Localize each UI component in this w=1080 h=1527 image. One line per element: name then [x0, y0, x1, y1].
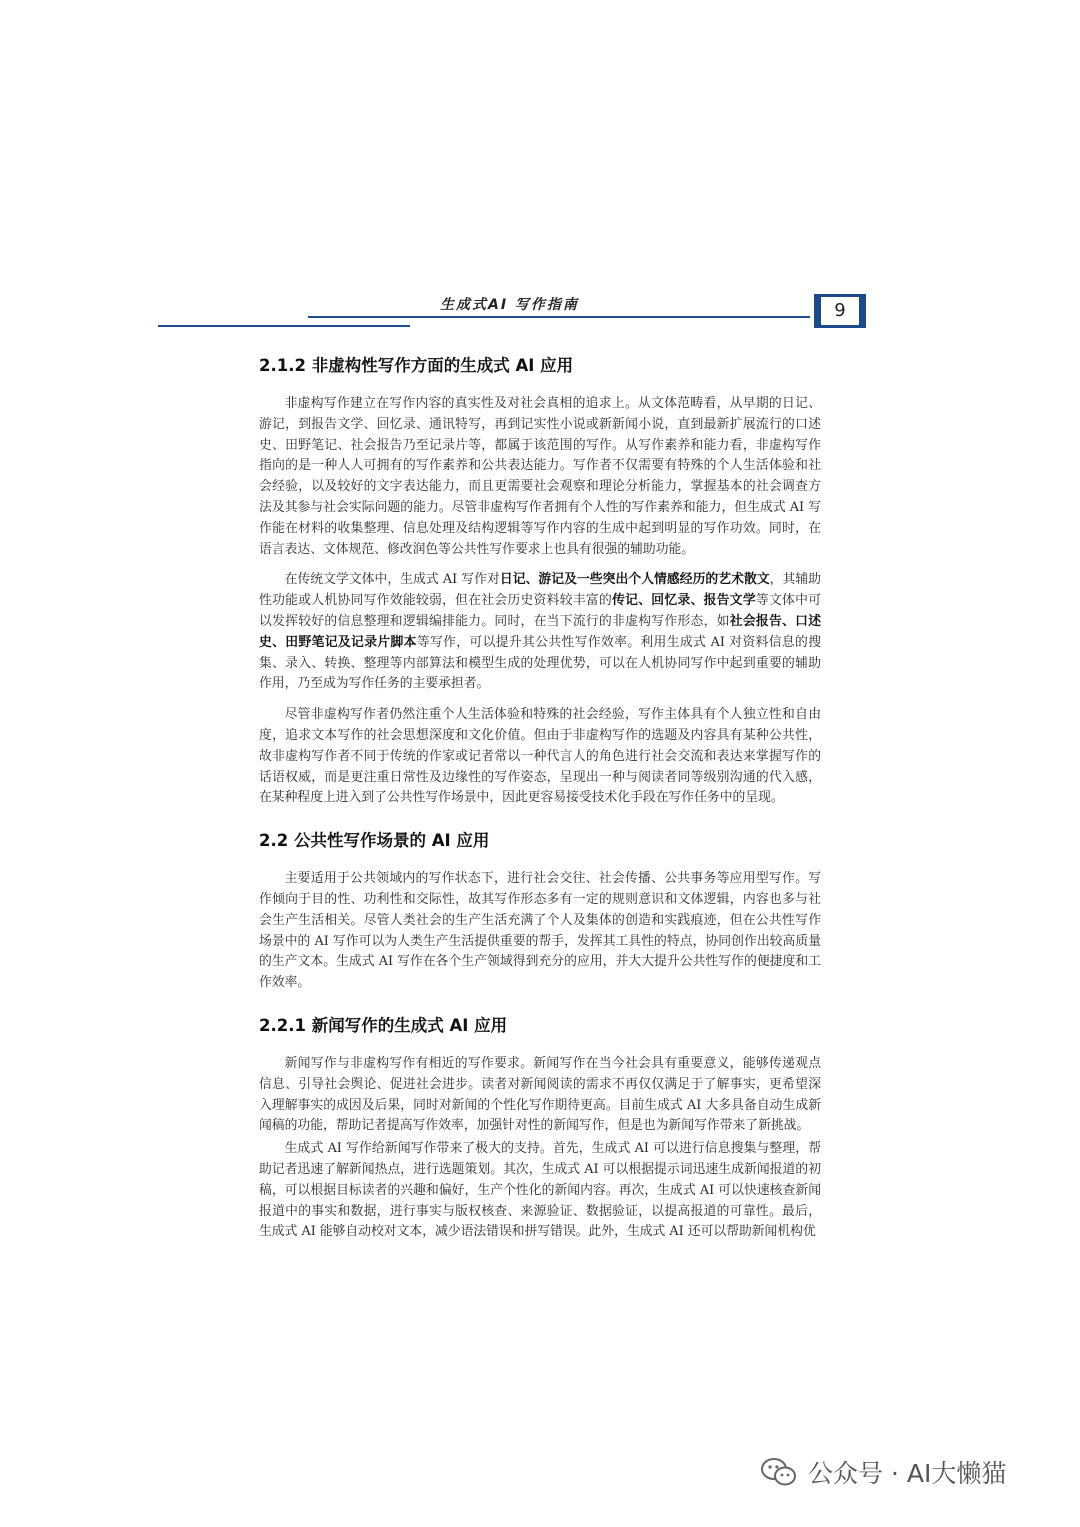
- page-number: 9: [821, 297, 859, 325]
- heading-2-2: 2.2 公共性写作场景的 AI 应用: [259, 831, 490, 851]
- page-body: [259, 352, 821, 1253]
- paragraph: 新闻写作与非虚构写作有相近的写作要求。新闻写作在当今社会具有重要意义，能够传递观点信息、引导社会舆论、促进社会进步。读者对新闻阅读的需求不再仅仅满足于了解事实，更希望深入理解事实的成因及后果，同时对新闻的个性化写作期待更高。目前生成式 AI 大多具备自动生成新闻稿的功能，帮助记者提高写作效率，加强针对性的新闻写作，但是也为新闻写作带来了新挑战。: [259, 1055, 821, 1134]
- text-run: 在传统文学文体中，生成式 AI 写作对: [284, 572, 500, 588]
- running-header-title: 生成式AI 写作指南: [440, 297, 579, 313]
- paragraph: 生成式 AI 写作给新闻写作带来了极大的支持。首先，生成式 AI 可以进行信息搜集与整理，帮助记者迅速了解新闻热点，进行选题策划。其次，生成式 AI 可以根据提示词迅速生成新闻报道的初稿，可以根据目标读者的兴趣和偏好，生产个性化的新闻内容。再次，生成式 AI 可以快速核查新闻报道中的事实和数据，进行事实与版权核查、来源验证、数据验证，以提高报道的可靠性。最后，生成式 AI 能够自动校对文本，减少语法错误和拼写错误。此外，生成式 AI 还可以帮助新闻机构优: [259, 1141, 821, 1240]
- bold-run: 社会报告、口述史、田野笔记及记录片脚本: [259, 613, 822, 650]
- watermark: [760, 1452, 1006, 1492]
- paragraph-with-bold: [259, 570, 821, 695]
- text-run: ，其辅助性功能或人机协同写作效能较弱，但在社会历史资料较丰富的: [259, 572, 822, 609]
- text-run: 等文体中可以发挥较好的信息整理和逻辑编排能力。同时，在当下流行的非虚构写作形态，如: [259, 593, 822, 629]
- paragraph: 非虚构写作建立在写作内容的真实性及对社会真相的追求上。从文体范畴看，从早期的日记、游记，到报告文学、回忆录、通讯特写，再到记实性小说或新新闻小说，直到最新扩展流行的口述史、田野笔记、社会报告乃至记录片等，都属于该范围的写作。从写作素养和能力看，非虚构写作指向的是一种人人可拥有的写作素养和公共表达能力。写作者不仅需要有特殊的个人生活体验和社会经验，以及较好的文字表达能力，而且更需要社会观察和理论分析能力，掌握基本的社会调查方法及其参与社会实际问题的能力。尽管非虚构写作者拥有个人性的写作素养和能力，但生成式 AI 写作能在材料的收集整理、信息处理及结构逻辑等写作内容的生成中起到明显的写作功效。同时，在语言表达、文体规范、修改润色等公共性写作要求上也具有很强的辅助功能。: [259, 396, 821, 557]
- bold-run: 传记、回忆录、报告文学: [612, 593, 756, 609]
- heading-2-2-1: 2.2.1 新闻写作的生成式 AI 应用: [259, 1015, 508, 1035]
- paragraph: 主要适用于公共领域内的写作状态下，进行社会交往、社会传播、公共事务等应用型写作。写作倾向于目的性、功利性和交际性，故其写作形态多有一定的规则意识和文体逻辑，内容也多与社会生产生活相关。尽管人类社会的生产生活充满了个人及集体的创造和实践痕迹，但在公共性写作场景中的 AI 写作可以为人类生产生活提供重要的帮手，发挥其工具性的特点，协同创作出较高质量的生产文本。生成式 AI 写作在各个生产领域得到充分的应用，并大大提升公共性写作的便捷度和工作效率。: [259, 871, 821, 991]
- watermark-text: 公众号 · AI大懒猫: [808, 1459, 1007, 1488]
- text-run: 等写作，可以提升其公共性写作效率。利用生成式 AI 对资料信息的搜集、录入、转换、整理等内部算法和模型生成的处理优势，可以在人机协同写作中起到重要的辅助作用，乃至成为写作任务的主要承担者。: [259, 634, 822, 692]
- bold-run: 日记、游记及一些突出个人情感经历的艺术散文: [499, 572, 770, 588]
- wechat-icon: [760, 1456, 798, 1488]
- header-rule-sub: [158, 325, 410, 327]
- page-number-box: [814, 294, 866, 328]
- paragraph: 尽管非虚构写作者仍然注重个人生活体验和特殊的社会经验，写作主体具有个人独立性和自由度，追求文本写作的社会思想深度和文化价值。但由于非虚构写作的选题及内容具有某种公共性，故非虚构写作者不同于传统的作家或记者常以一种代言人的角色进行社会交流和表达来掌握写作的话语权威，而是更注重日常性及边缘性的写作姿态，呈现出一种与阅读者同等级别沟通的代入感，在某种程度上进入到了公共性写作场景中，因此更容易接受技术化手段在写作任务中的呈现。: [259, 707, 821, 806]
- header-rule-main: [308, 316, 810, 318]
- heading-2-1-2: 2.1.2 非虚构性写作方面的生成式 AI 应用: [259, 356, 574, 375]
